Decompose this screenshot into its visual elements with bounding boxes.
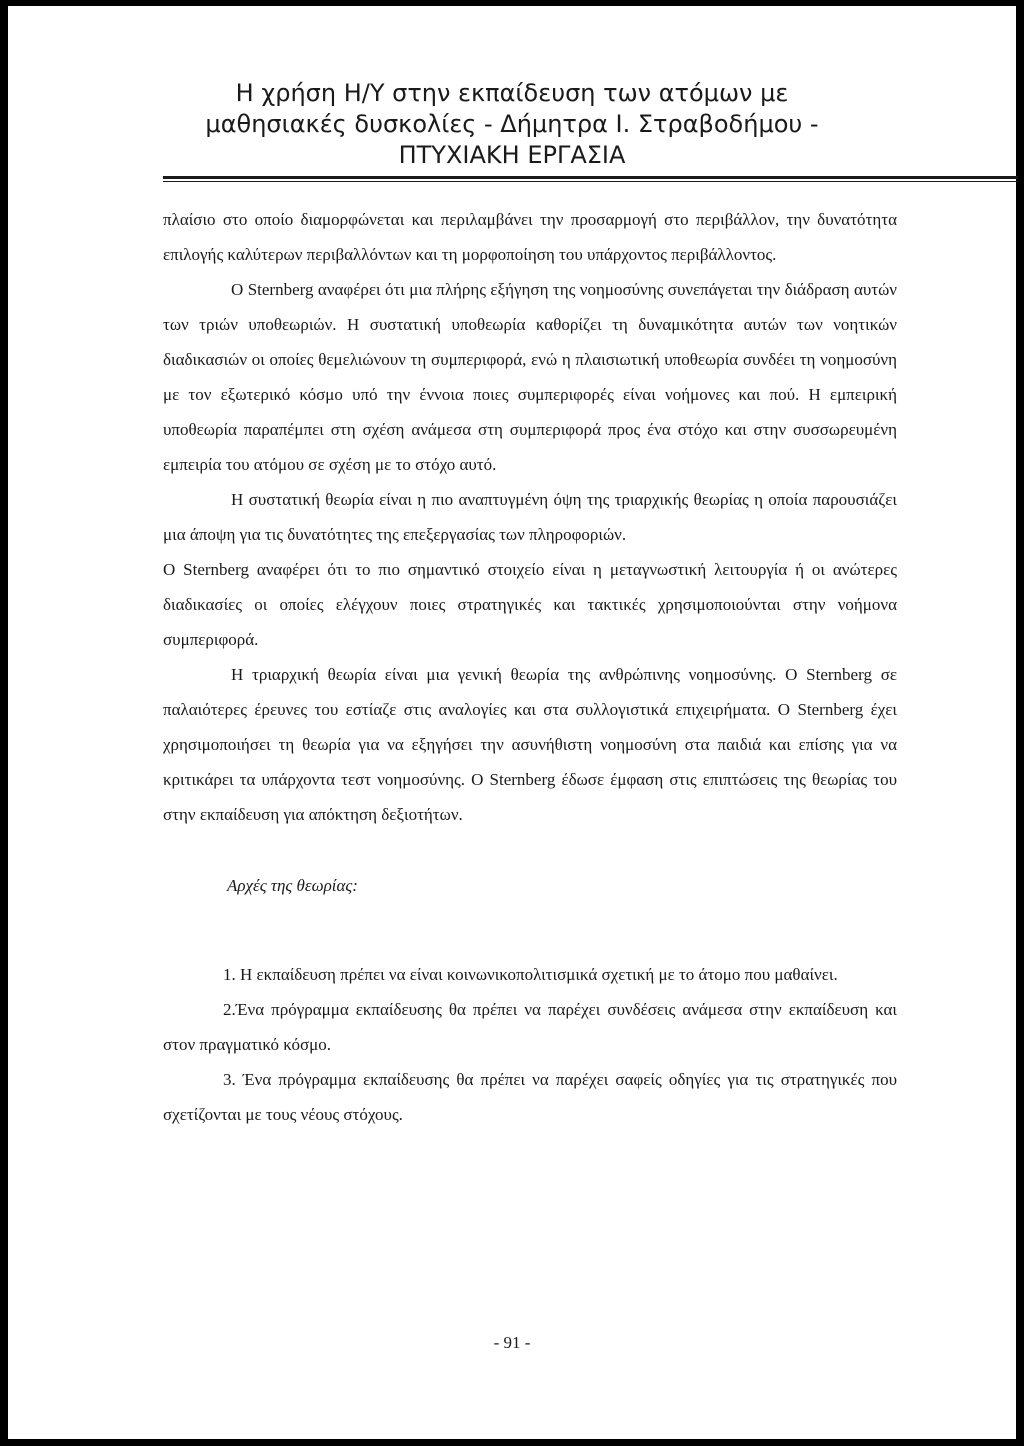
section-heading: Αρχές της θεωρίας: bbox=[227, 876, 358, 895]
principle-item-2: 2.Ένα πρόγραμμα εκπαίδευσης θα πρέπει να παρέχει συνδέσεις ανάμεσα στην εκπαίδευση και στον πραγματικό κόσμο. bbox=[163, 1000, 897, 1054]
paragraph-3: Η συστατική θεωρία είναι η πιο αναπτυγμένη όψη της τριαρχικής θεωρίας η οποία παρουσιάζει μια άποψη για τις δυνατότητες της επεξεργασίας των πληροφοριών. bbox=[163, 490, 897, 544]
paragraph-5: Η τριαρχική θεωρία είναι μια γενική θεωρία της ανθρώπινης νοημοσύνης. Ο Sternberg σε παλαιότερες έρευνες του εστίαζε στις αναλογίες και στα συλλογιστικά επιχειρήματα. Ο Sternberg έχει χρησιμοποιήσει τη θεωρία για να εξηγήσει την ασυνήθιστη νοημοσύνη στα παιδιά και επίσης για να κριτικάρει τα υπάρχοντα τεστ νοημοσύνης. Ο Sternberg έδωσε έμφαση στις επιπτώσεις της θεωρίας του στην εκπαίδευση για απόκτηση δεξιοτήτων. bbox=[163, 665, 897, 824]
principle-item-1: 1. Η εκπαίδευση πρέπει να είναι κοινωνικοπολιτισμικά σχετική με το άτομο που μαθαίνει. bbox=[223, 965, 838, 984]
body-text bbox=[163, 202, 897, 1132]
header-line-3: ΠΤΥΧΙΑΚΗ ΕΡΓΑΣΙΑ bbox=[398, 141, 626, 169]
running-header bbox=[8, 78, 1016, 171]
header-line-1: Η χρήση Η/Υ στην εκπαίδευση των ατόμων με bbox=[235, 79, 789, 107]
paragraph-1: πλαίσιο στο οποίο διαμορφώνεται και περιλαμβάνει την προσαρμογή στο περιβάλλον, την δυνατότητα επιλογής καλύτερων περιβαλλόντων και τη μορφοποίηση του υπάρχοντος περιβάλλοντος. bbox=[163, 210, 897, 264]
header-line-2: μαθησιακές δυσκολίες - Δήμητρα Ι. Στραβοδήμου - bbox=[205, 110, 819, 138]
header-rule-thin bbox=[163, 181, 1018, 182]
page-number: - 91 - bbox=[493, 1333, 531, 1352]
paragraph-4: Ο Sternberg αναφέρει ότι το πιο σημαντικό στοιχείο είναι η μεταγνωστική λειτουργία ή οι ανώτερες διαδικασίες οι οποίες ελέγχουν ποιες στρατηγικές και τακτικές χρησιμοποιούνται στην νοήμονα συμπεριφορά. bbox=[163, 560, 897, 649]
paragraph-2: Ο Sternberg αναφέρει ότι μια πλήρης εξήγηση της νοημοσύνης συνεπάγεται την διάδραση αυτών των τριών υποθεωριών. Η συστατική υποθεωρία καθορίζει τη δυναμικότητα αυτών των νοητικών διαδικασιών οι οποίες θεμελιώνουν τη συμπεριφορά, ενώ η πλαισιωτική υποθεωρία συνδέει τη νοημοσύνη με τον εξωτερικό κόσμο υπό την έννοια ποιες συμπεριφορές είναι νοήμονες και πού. Η εμπειρική υποθεωρία παραπέμπει στη σχέση ανάμεσα στη συμπεριφορά προς ένα στόχο και στην συσσωρευμένη εμπειρία του ατόμου σε σχέση με το στόχο αυτό. bbox=[163, 280, 897, 474]
document-page bbox=[8, 6, 1016, 1439]
principle-item-3: 3. Ένα πρόγραμμα εκπαίδευσης θα πρέπει να παρέχει σαφείς οδηγίες για τις στρατηγικές που σχετίζονται με τους νέους στόχους. bbox=[163, 1070, 897, 1124]
principles-list bbox=[163, 957, 897, 1132]
header-rule bbox=[163, 176, 1018, 179]
